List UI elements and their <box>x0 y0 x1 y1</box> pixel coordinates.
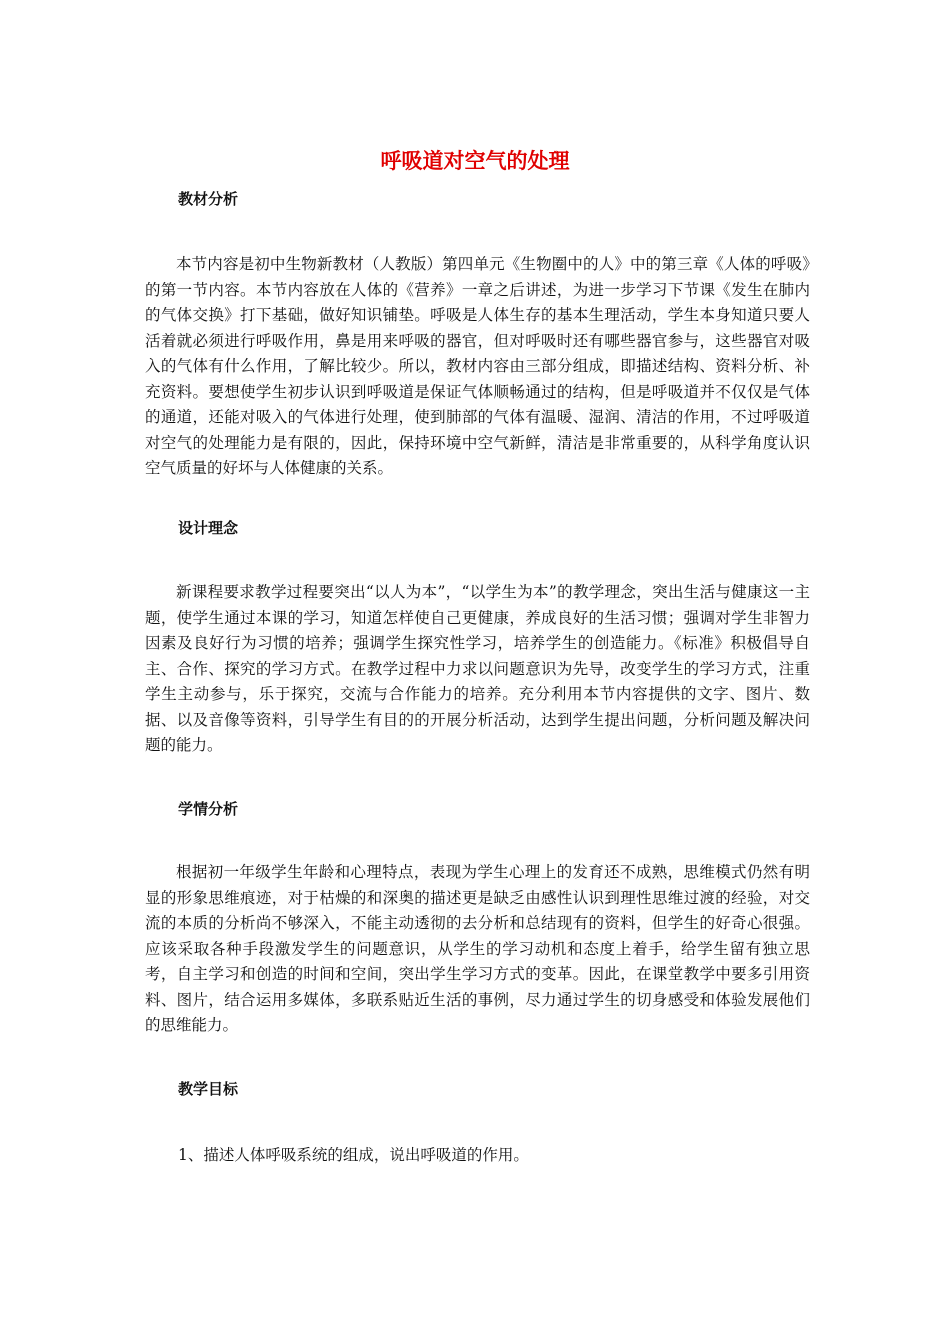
section-heading-teaching-goals: 教学目标 <box>178 1080 239 1098</box>
section-heading-textbook-analysis: 教材分析 <box>178 190 239 208</box>
section-body-student-analysis: 根据初一年级学生年龄和心理特点，表现为学生心理上的发育还不成熟，思维模式仍然有明显的形象思维痕迹，对于枯燥的和深奥的描述更是缺乏由感性认识到理性思维过渡的经验，对交流的本质的分析尚不够深入，不能主动透彻的去分析和总结现有的资料，但学生的好奇心很强。应该采取各种手段激发学生的问题意识，从学生的学习动机和态度上着手，给学生留有独立思考，自主学习和创造的时间和空间，突出学生学习方式的变革。因此，在课堂教学中要多引用资料、图片，结合运用多媒体，多联系贴近生活的事例，尽力通过学生的切身感受和体验发展他们的思维能力。 <box>145 863 810 1034</box>
section-heading-design-concept: 设计理念 <box>178 519 239 537</box>
teaching-goal-item: 1、描述人体呼吸系统的组成，说出呼吸道的作用。 <box>178 1146 529 1164</box>
document-title: 呼吸道对空气的处理 <box>380 149 570 173</box>
section-body-textbook-analysis: 本节内容是初中生物新教材（人教版）第四单元《生物圈中的人》中的第三章《人体的呼吸》的第一节内容。本节内容放在人体的《营养》一章之后讲述，为进一步学习下节课《发生在肺内的气体交换》打下基础，做好知识铺垫。呼吸是人体生存的基本生理活动，学生本身知道只要人活着就必须进行呼吸作用，鼻是用来呼吸的器官，但对呼吸时还有哪些器官参与，这些器官对吸入的气体有什么作用，了解比较少。所以，教材内容由三部分组成，即描述结构、资料分析、补充资料。要想使学生初步认识到呼吸道是保证气体顺畅通过的结构，但是呼吸道并不仅仅是气体的通道，还能对吸入的气体进行处理，使到肺部的气体有温暖、湿润、清洁的作用，不过呼吸道对空气的处理能力是有限的，因此，保持环境中空气新鲜，清洁是非常重要的，从科学角度认识空气质量的好坏与人体健康的关系。 <box>145 255 810 477</box>
section-body-design-concept: 新课程要求教学过程要突出“以人为本”，“以学生为本”的教学理念，突出生活与健康这一主题，使学生通过本课的学习，知道怎样使自己更健康，养成良好的生活习惯；强调对学生非智力因素及良好行为习惯的培养；强调学生探究性学习，培养学生的创造能力。《标准》积极倡导自主、合作、探究的学习方式。在教学过程中力求以问题意识为先导，改变学生的学习方式，注重学生主动参与，乐于探究，交流与合作能力的培养。充分利用本节内容提供的文字、图片、数据、以及音像等资料，引导学生有目的的开展分析活动，达到学生提出问题，分析问题及解决问题的能力。 <box>145 583 810 754</box>
section-heading-student-analysis: 学情分析 <box>178 800 239 818</box>
